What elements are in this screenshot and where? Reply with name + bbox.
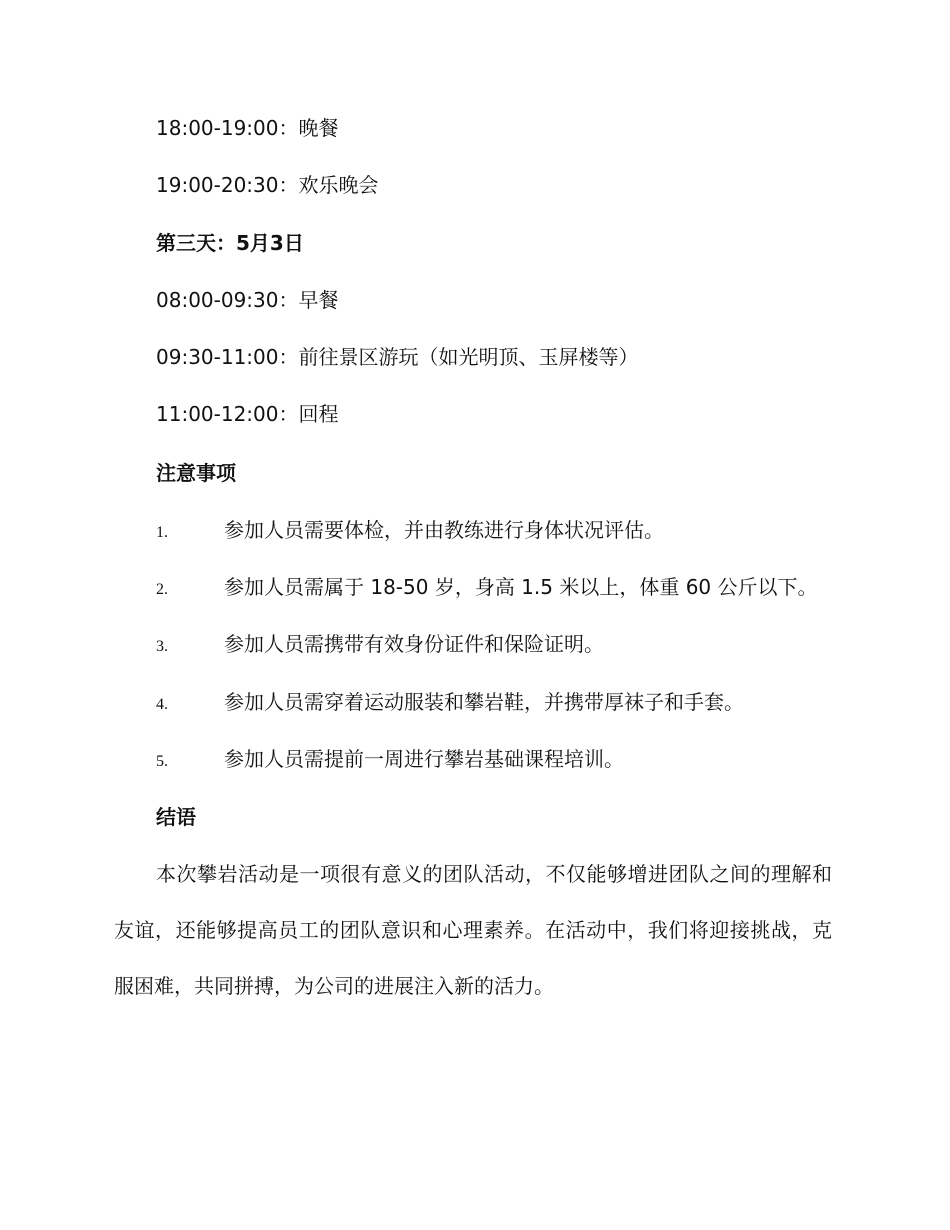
schedule-item: [156, 343, 639, 371]
list-item: [156, 630, 856, 661]
list-item: [156, 516, 856, 547]
schedule-separator: ：: [278, 402, 299, 426]
list-text: 参加人员需属于 18-50 岁，身高 1.5 米以上，体重 60 公斤以下。: [224, 575, 818, 599]
schedule-item: [156, 400, 339, 428]
conclusion-heading: 结语: [156, 805, 196, 829]
schedule-activity: 早餐: [298, 288, 339, 312]
list-text: 参加人员需提前一周进行攀岩基础课程培训。: [224, 747, 624, 771]
schedule-activity: 欢乐晚会: [298, 173, 379, 197]
conclusion-paragraph: 本次攀岩活动是一项很有意义的团队活动，不仅能够增进团队之间的理解和友谊，还能够提高员工的团队意识和心理素养。在活动中，我们将迎接挑战，克服困难，共同拼搏，为公司的进展注入新的活力。: [114, 862, 832, 998]
schedule-time: 18:00-19:00: [156, 116, 279, 140]
schedule-activity: 前往景区游玩（如光明顶、玉屏楼等）: [298, 345, 639, 369]
schedule-item: [156, 171, 379, 199]
list-item: [156, 745, 856, 776]
schedule-time: 09:30-11:00: [156, 345, 279, 369]
list-text: 参加人员需要体检，并由教练进行身体状况评估。: [224, 518, 664, 542]
schedule-separator: ：: [278, 173, 299, 197]
list-number: 4.: [156, 696, 168, 713]
schedule-activity: 晚餐: [298, 116, 339, 140]
list-number: 5.: [156, 753, 168, 770]
schedule-separator: ：: [278, 288, 299, 312]
schedule-separator: ：: [278, 116, 299, 140]
schedule-item: [156, 286, 339, 314]
day3-heading: 第三天：5月3日: [156, 231, 304, 255]
schedule-item: [156, 114, 339, 142]
schedule-time: 08:00-09:30: [156, 288, 279, 312]
list-number: 2.: [156, 581, 168, 598]
list-number: 1.: [156, 524, 168, 541]
schedule-separator: ：: [278, 345, 299, 369]
schedule-time: 19:00-20:30: [156, 173, 279, 197]
list-item: [156, 688, 856, 719]
notes-heading: 注意事项: [156, 461, 236, 485]
list-text: 参加人员需携带有效身份证件和保险证明。: [224, 632, 604, 656]
schedule-time: 11:00-12:00: [156, 402, 279, 426]
list-text: 参加人员需穿着运动服装和攀岩鞋，并携带厚袜子和手套。: [224, 690, 744, 714]
list-item: [156, 573, 856, 604]
schedule-activity: 回程: [298, 402, 339, 426]
list-number: 3.: [156, 638, 168, 655]
